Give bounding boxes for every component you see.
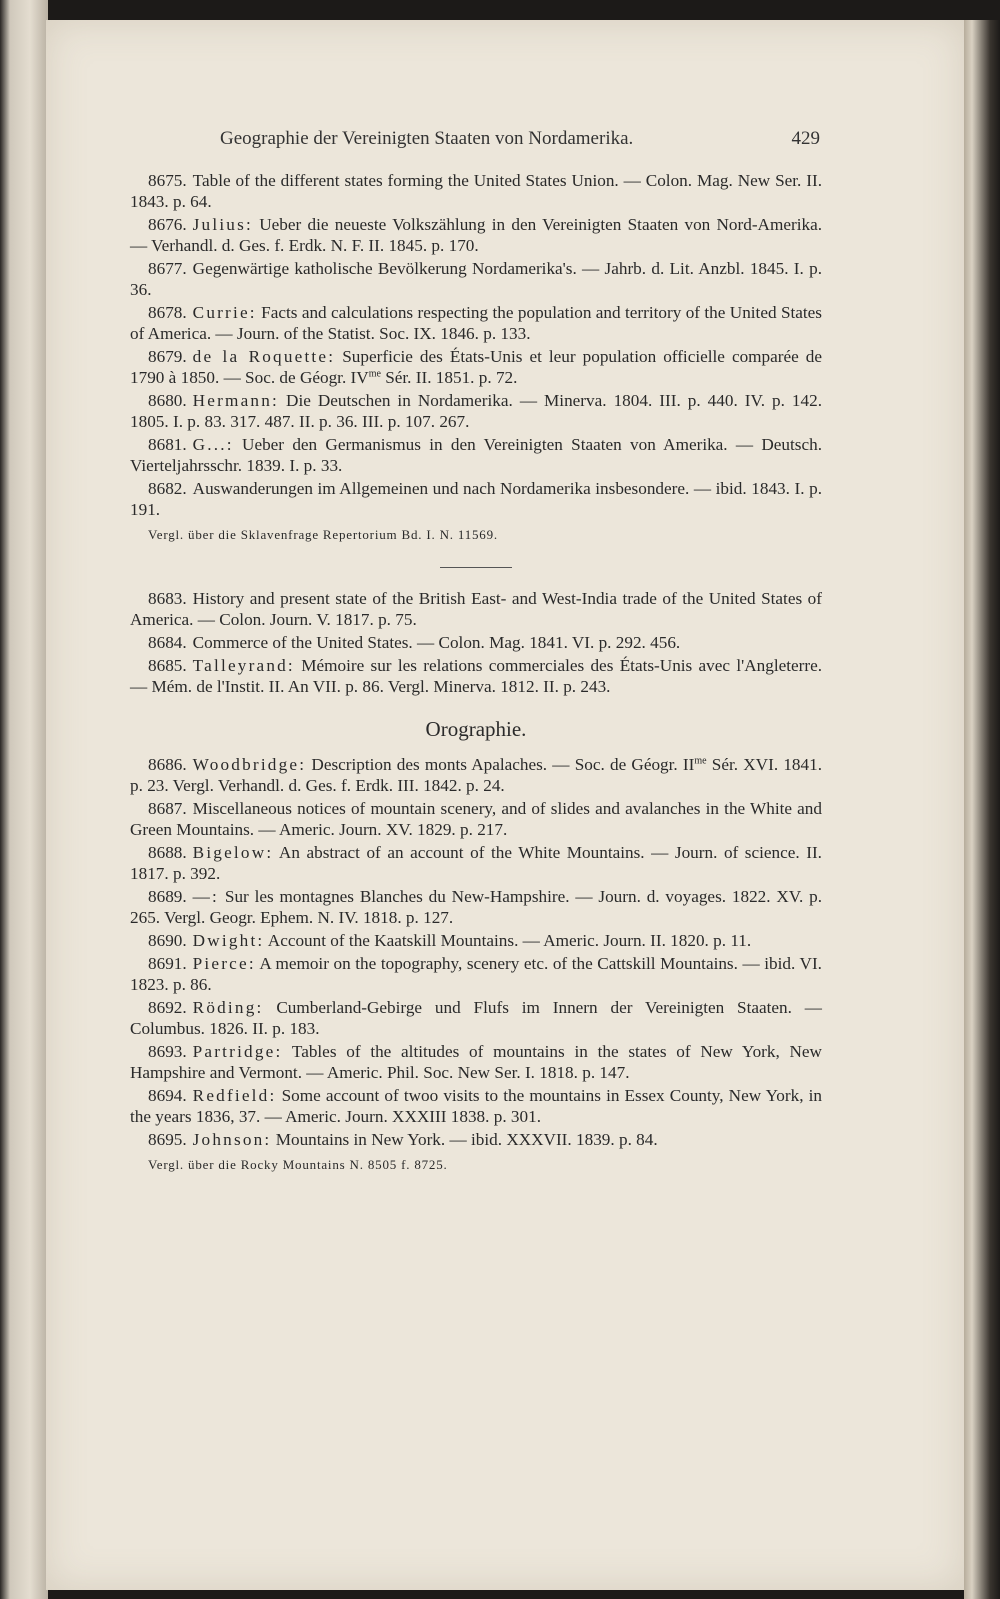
running-title: Geographie der Vereinigten Staaten von Nordamerika. <box>220 128 634 149</box>
list-item: 8687. Miscellaneous notices of mountain scenery, and of slides and avalanches in the White and Green Mountains. — Americ. Journ. XV. 1829. p. 217. <box>130 799 822 839</box>
bibliography-text <box>130 170 822 1175</box>
list-item: 8683. History and present state of the British East- and West-India trade of the United States of America. — Colon. Journ. V. 1817. p. 75. <box>130 589 822 629</box>
list-item: 8676. Julius: Ueber die neueste Volkszählung in den Vereinigten Staaten von Nord-Amerika. — Verhandl. d. Ges. f. Erdk. N. F. II. 1845. p. 170. <box>130 215 822 255</box>
adjacent-page-edge <box>0 0 48 1599</box>
running-header <box>220 128 820 150</box>
list-item: 8688. Bigelow: An abstract of an account of the White Mountains. — Journ. of science. II. 1817. p. 392. <box>130 843 822 883</box>
list-item: 8678. Currie: Facts and calculations respecting the population and territory of the United States of America. — Journ. of the Statist. Soc. IX. 1846. p. 133. <box>130 303 822 343</box>
section-heading: Orographie. <box>425 717 527 741</box>
list-item: 8692. Röding: Cumberland-Gebirge und Flufs im Innern der Vereinigten Staaten. — Columbus. 1826. II. p. 183. <box>130 998 822 1038</box>
list-item: 8691. Pierce: A memoir on the topography, scenery etc. of the Cattskill Mountains. — ibid. VI. 1823. p. 86. <box>130 954 822 994</box>
cross-reference-note: Vergl. über die Rocky Mountains N. 8505 f. 8725. <box>148 1157 448 1172</box>
list-item: 8686. Woodbridge: Description des monts Apalaches. — Soc. de Géogr. $II^{me}$ Sér. XVI. 1841. p. 23. Vergl. Verhandl. d. Ges. f. Erdk. III. 1842. p. 24. <box>130 755 822 795</box>
list-item: 8690. Dwight: Account of the Kaatskill Mountains. — Americ. Journ. II. 1820. p. 11. <box>148 931 752 950</box>
list-item: 8684. Commerce of the United States. — Colon. Mag. 1841. VI. p. 292. 456. <box>148 633 681 652</box>
list-item: 8675. Table of the different states forming the United States Union. — Colon. Mag. New Ser. II. 1843. p. 64. <box>130 171 822 211</box>
book-fore-edge <box>964 20 1000 1599</box>
list-item: 8685. Talleyrand: Mémoire sur les relations commerciales des États-Unis avec l'Angleterre. — Mém. de l'Instit. II. An VII. p. 86. Vergl. Minerva. 1812. II. p. 243. <box>130 656 822 696</box>
list-item: 8679. de la Roquette: Superficie des États-Unis et leur population officielle comparée de 1790 à 1850. — Soc. de Géogr. $IV^{me}$ Sér. II. 1851. p. 72. <box>130 347 822 387</box>
page-number: 429 <box>791 128 820 149</box>
list-item: 8677. Gegenwärtige katholische Bevölkerung Nordamerika's. — Jahrb. d. Lit. Anzbl. 1845. I. p. 36. <box>130 259 822 299</box>
list-item: 8682. Auswanderungen im Allgemeinen und nach Nordamerika insbesondere. — ibid. 1843. I. p. 191. <box>130 479 822 519</box>
list-item: 8693. Partridge: Tables of the altitudes of mountains in the states of New York, New Hampshire and Vermont. — Americ. Phil. Soc. New Ser. I. 1818. p. 147. <box>130 1042 822 1082</box>
list-item: 8680. Hermann: Die Deutschen in Nordamerika. — Minerva. 1804. III. p. 440. IV. p. 142. 1805. I. p. 83. 317. 487. II. p. 36. III. p. 107. 267. <box>130 391 823 431</box>
entries-trade <box>130 588 822 697</box>
section-divider <box>440 567 512 568</box>
entries-population <box>130 170 822 545</box>
list-item: 8694. Redfield: Some account of twoo visits to the mountains in Essex County, New York, in the years 1836, 37. — Americ. Journ. XXXIII 1838. p. 301. <box>130 1086 823 1126</box>
entries-orographie <box>130 754 822 1175</box>
cross-reference-note: Vergl. über die Sklavenfrage Repertorium Bd. I. N. 11569. <box>148 527 498 542</box>
list-item: 8689. —: Sur les montagnes Blanches du New-Hampshire. — Journ. d. voyages. 1822. XV. p. 265. Vergl. Geogr. Ephem. N. IV. 1818. p. 127. <box>130 887 823 927</box>
list-item: 8681. G...: Ueber den Germanismus in den Vereinigten Staaten von Amerika. — Deutsch. Vierteljahrsschr. 1839. I. p. 33. <box>130 435 822 475</box>
list-item: 8695. Johnson: Mountains in New York. — ibid. XXXVII. 1839. p. 84. <box>148 1130 658 1149</box>
